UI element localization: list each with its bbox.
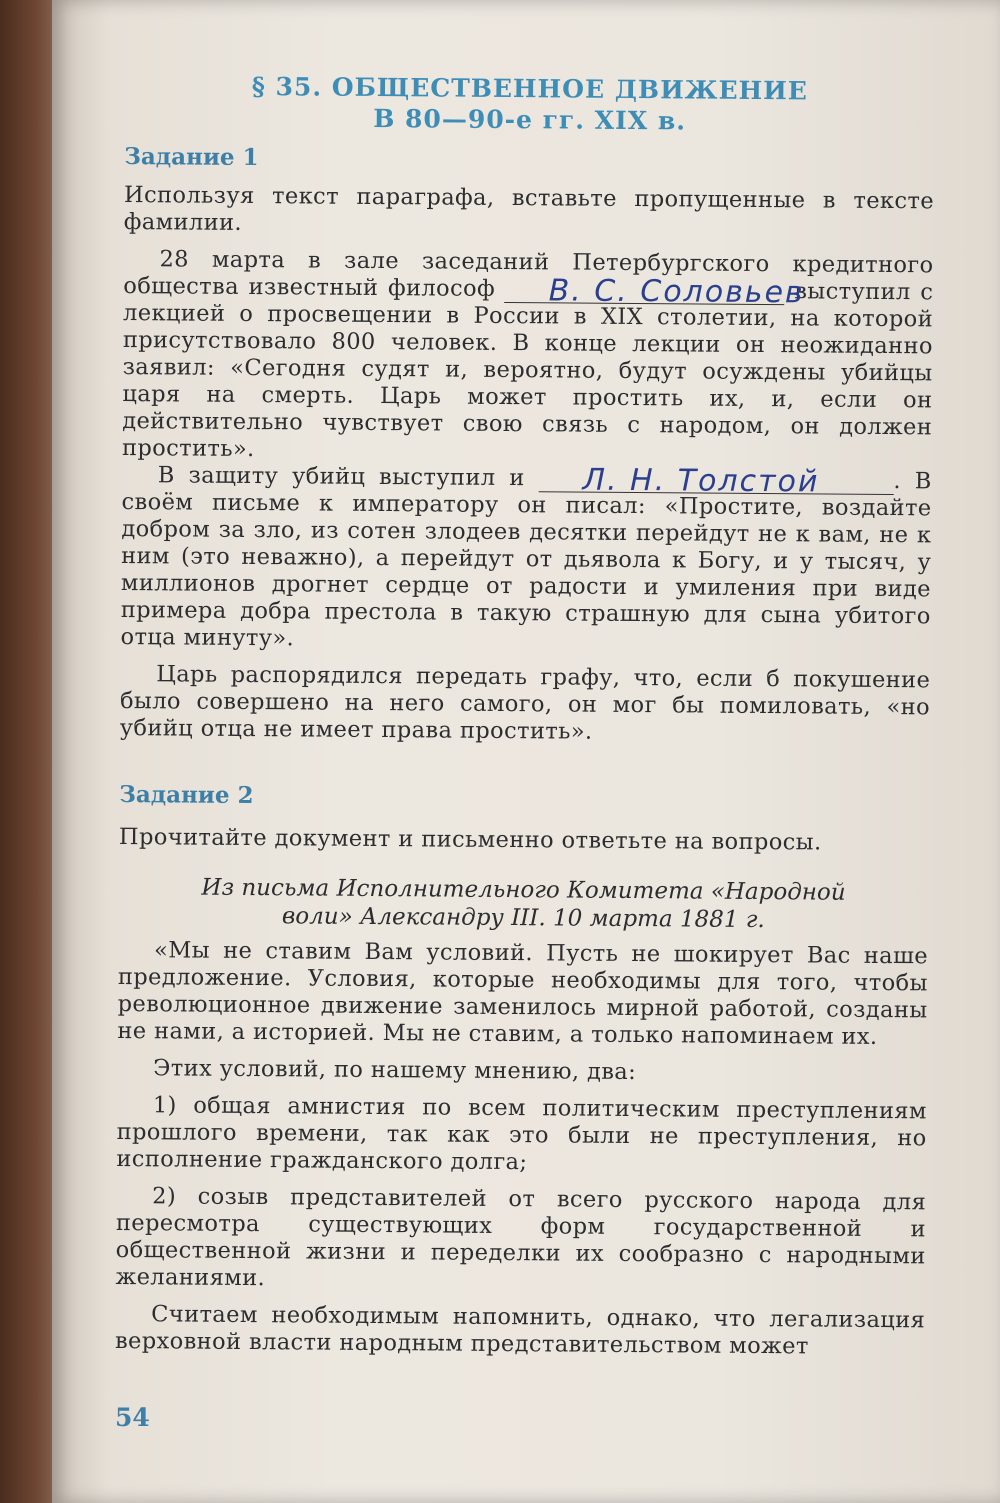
document-paragraph4: 2) созыв представителей от всего русского народа для пересмотра существующих форм государственной и общественной жизни и переделки их сообразно с народными желаниями. xyxy=(115,1183,927,1292)
task1-heading: Задание 1 xyxy=(124,142,259,172)
task2-section xyxy=(115,780,929,1361)
task1-paragraph1 xyxy=(122,246,934,468)
task2-instruction: Прочитайте документ и письменно ответьте на вопросы. xyxy=(118,823,822,856)
task1-p2-before: В защиту убийц выступил и xyxy=(157,462,525,492)
task1-instruction: Используя текст параграфа, вставьте пропущенные в тексте фамилии. xyxy=(123,181,935,236)
document-paragraph5: Считаем необходимым напомнить, однако, что легализация верховной власти народным представительством может xyxy=(114,1301,926,1360)
task1-p1-after: выступил с лекцией о просвещении в России в XIX столетии, на которой присутствовало 800 человек. В конце лекции он неожиданно заявил: «Сегодня судят и, вероятно, будут осуждены убийцы царя на смерть. Царь может простить их, и, если он действительно чувствует свою связь с народом, он должен простить». xyxy=(121,278,934,463)
page-content xyxy=(115,70,935,1361)
document-title-line1: Из письма Исполнительного Комитета «Народной xyxy=(201,874,846,906)
handwritten-answer-2: Л. Н. Толстой xyxy=(582,462,820,500)
book-spine xyxy=(0,0,60,1503)
section-title-line2: В 80—90-е гг. XIX в. xyxy=(373,103,687,136)
answer-blank-2[interactable] xyxy=(538,462,893,500)
task2-heading: Задание 2 xyxy=(119,780,254,810)
page-number: 54 xyxy=(115,1403,150,1432)
task1-paragraph3: Царь распорядился передать графу, что, если б покушение было совершено на него самого, он мог бы помиловать, «но убийц отца не имеет права простить». xyxy=(119,661,931,745)
document-paragraph2: Этих условий, по нашему мнению, два: xyxy=(153,1055,637,1086)
document-paragraph1: «Мы не ставим Вам условий. Пусть не шокирует Вас наше предложение. Условия, которые необходимы для того, чтобы революционное движение заменилось мирной работой, созданы не нами, а историей. Мы не ставим, а только напоминаем их. xyxy=(117,937,929,1050)
task1-p1-before: 28 марта в зале заседаний Петербургского кредитного общества известный философ xyxy=(123,246,934,302)
task1-p2-after: . В своём письме к императору он писал: «Простите, воздайте добром за зло, из сотен злодеев десятки перейдут не к вам, не к ним (это неважно), а перейдут от дьявола к Богу, и у тысяч, у миллионов дрогнет сердце от радости и умиления при виде примера добра престола в такую страшную для сына убитого отца минуту». xyxy=(120,468,932,652)
document-paragraph3: 1) общая амнистия по всем политическим преступлениям прошлого времени, так как это были не преступления, но исполнение гражданского долга; xyxy=(116,1092,927,1176)
answer-blank-1[interactable] xyxy=(505,273,805,311)
handwritten-answer-1: В. С. Соловьев xyxy=(548,273,805,311)
section-title xyxy=(125,70,935,138)
section-title-line1: § 35. ОБЩЕСТВЕННОЕ ДВИЖЕНИЕ xyxy=(251,71,809,106)
document-title-line2: воли» Александру III. 10 марта 1881 г. xyxy=(281,903,765,934)
document-title xyxy=(118,873,928,935)
task1-paragraph2 xyxy=(120,462,931,657)
